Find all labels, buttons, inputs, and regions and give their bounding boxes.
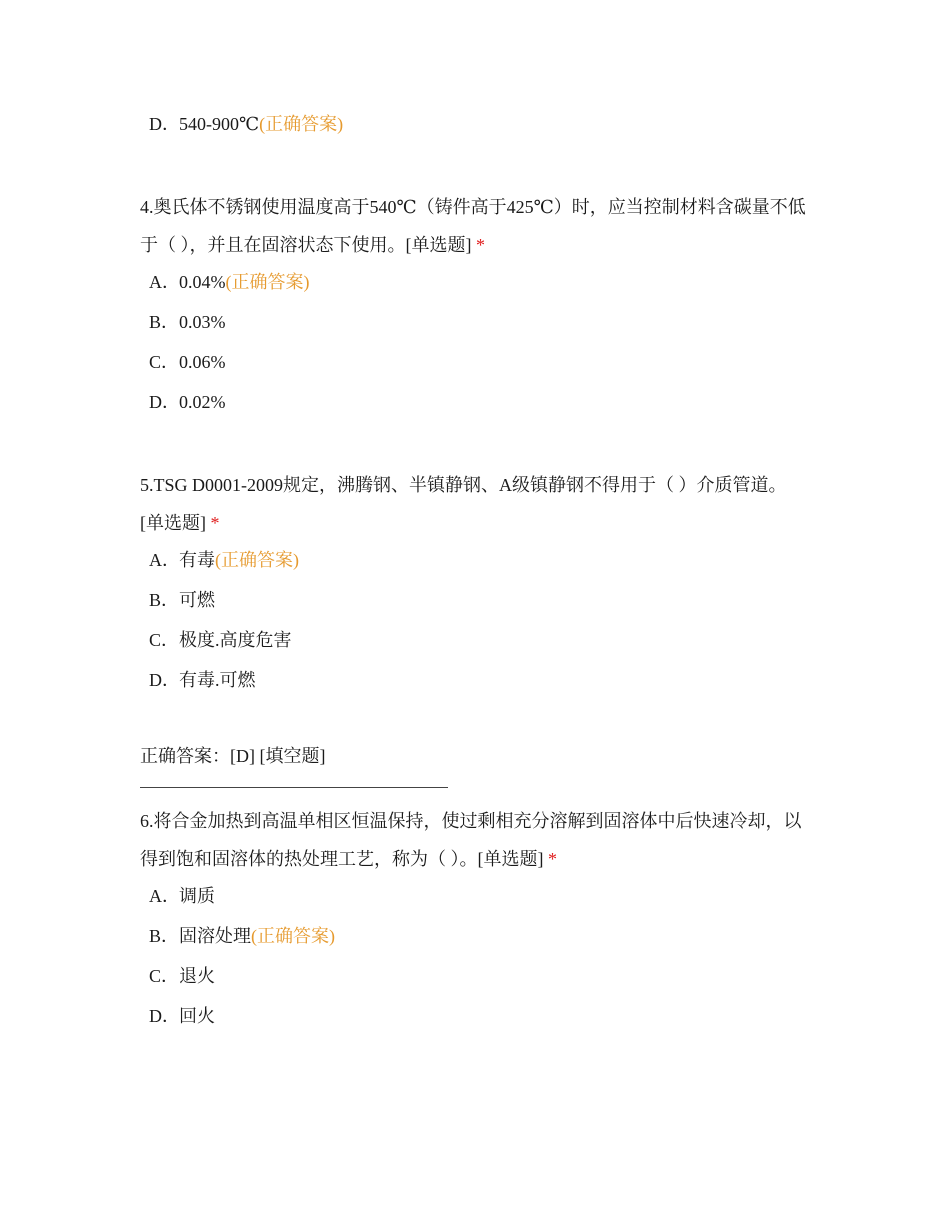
option-letter: C． bbox=[149, 630, 180, 650]
option-letter: C． bbox=[149, 966, 180, 986]
q4-option-d bbox=[140, 390, 810, 414]
question-6-stem bbox=[140, 802, 810, 878]
option-letter: C． bbox=[149, 352, 180, 372]
option-text: 0.04% bbox=[179, 272, 226, 292]
option-letter: A． bbox=[149, 886, 180, 906]
q3-option-d bbox=[140, 112, 810, 136]
option-text: 0.02% bbox=[179, 392, 226, 412]
answer-underline bbox=[140, 787, 448, 788]
option-letter: A． bbox=[149, 272, 180, 292]
option-letter: D． bbox=[149, 1006, 180, 1026]
q5-option-d bbox=[140, 668, 810, 692]
q6-option-b bbox=[140, 924, 810, 948]
correct-answer-marker: (正确答案) bbox=[215, 550, 299, 570]
q4-option-b bbox=[140, 310, 810, 334]
question-text: 6.将合金加热到高温单相区恒温保持，使过剩相充分溶解到固溶体中后快速冷却，以得到饱和固溶体的热处理工艺，称为（ ）。 bbox=[140, 811, 802, 869]
correct-answer-marker: (正确答案) bbox=[259, 114, 344, 134]
option-letter: D． bbox=[149, 114, 180, 134]
option-text: 极度.高度危害 bbox=[179, 630, 292, 650]
option-text: 回火 bbox=[179, 1006, 215, 1026]
option-text: 0.03% bbox=[179, 312, 226, 332]
question-4-stem bbox=[140, 188, 810, 264]
q6-option-c bbox=[140, 964, 810, 988]
option-letter: D． bbox=[149, 392, 180, 412]
option-text: 退火 bbox=[179, 966, 215, 986]
correct-answer-marker: (正确答案) bbox=[251, 926, 335, 946]
option-letter: B． bbox=[149, 312, 180, 332]
required-marker: * bbox=[476, 235, 485, 255]
question-text: 4.奥氏体不锈钢使用温度高于540℃（铸件高于425℃）时，应当控制材料含碳量不低于（ ），并且在固溶状态下使用。 bbox=[140, 197, 806, 255]
q4-option-c bbox=[140, 350, 810, 374]
question-type: [单选题] bbox=[477, 849, 544, 869]
required-marker: * bbox=[548, 849, 557, 869]
correct-answer-marker: (正确答案) bbox=[225, 272, 310, 292]
option-letter: D． bbox=[149, 670, 180, 690]
option-text: 有毒.可燃 bbox=[179, 670, 256, 690]
option-letter: B． bbox=[149, 590, 180, 610]
q5-option-a bbox=[140, 548, 810, 572]
q6-option-d bbox=[140, 1004, 810, 1028]
option-text: 0.06% bbox=[179, 352, 226, 372]
question-5-stem bbox=[140, 466, 810, 542]
q5-option-b bbox=[140, 588, 810, 612]
option-text: 有毒 bbox=[179, 550, 215, 570]
q6-option-a bbox=[140, 884, 810, 908]
question-type: [单选题] bbox=[405, 235, 472, 255]
required-marker: * bbox=[210, 513, 220, 533]
option-text: 调质 bbox=[179, 886, 215, 906]
option-text: 可燃 bbox=[179, 590, 215, 610]
option-letter: A． bbox=[149, 550, 180, 570]
question-type: [单选题] bbox=[140, 513, 206, 533]
question-document bbox=[140, 112, 810, 1044]
question-text: 5.TSG D0001-2009规定，沸腾钢、半镇静钢、A级镇静钢不得用于（ ）介质管道。 bbox=[140, 475, 787, 495]
q4-option-a bbox=[140, 270, 810, 294]
q5-option-c bbox=[140, 628, 810, 652]
option-text: 540-900℃ bbox=[179, 114, 260, 134]
fill-in-answer: 正确答案：[D] [填空题] bbox=[140, 746, 326, 766]
option-letter: B． bbox=[149, 926, 180, 946]
option-text: 固溶处理 bbox=[179, 926, 251, 946]
